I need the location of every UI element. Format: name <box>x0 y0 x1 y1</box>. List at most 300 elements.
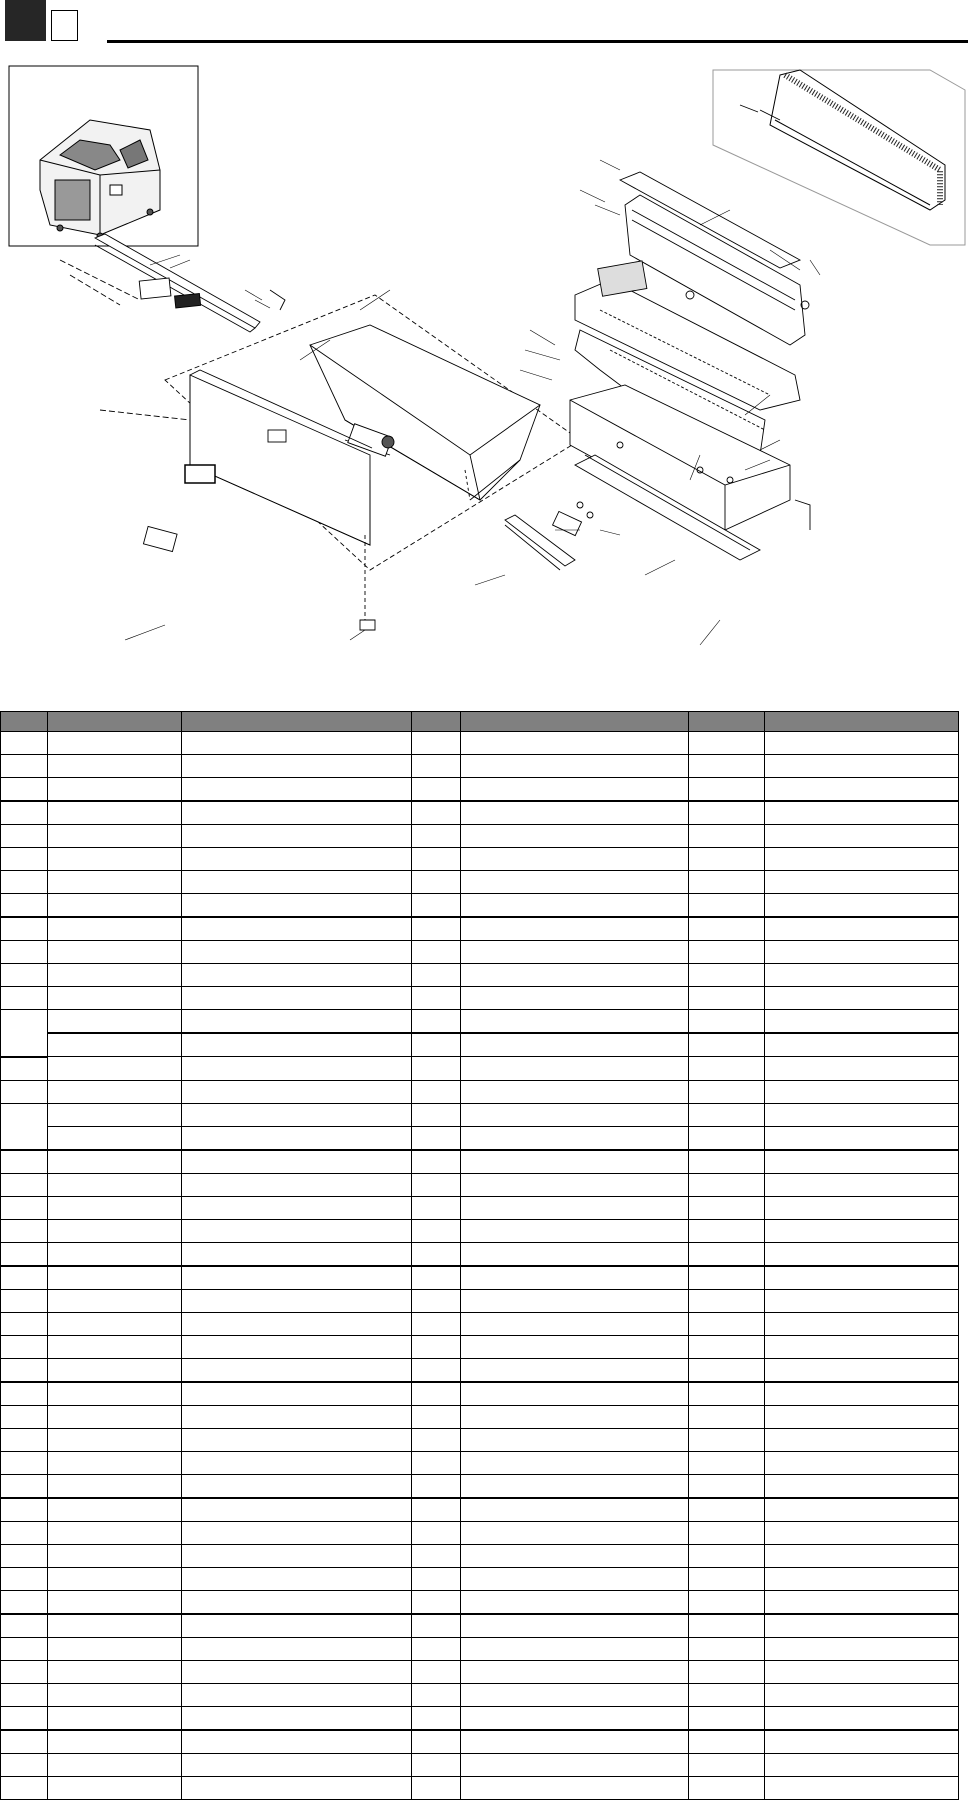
table-row <box>1 1498 959 1522</box>
table-cell <box>182 1150 412 1174</box>
table-cell <box>48 1335 182 1358</box>
table-cell <box>765 1590 959 1614</box>
table-cell <box>765 1173 959 1196</box>
table-cell <box>182 871 412 894</box>
table-cell <box>765 1474 959 1498</box>
table-cell <box>461 1567 689 1590</box>
table-cell <box>689 987 765 1010</box>
table-cell <box>461 1706 689 1730</box>
table-cell <box>765 1428 959 1451</box>
table-cell <box>48 1080 182 1103</box>
table-cell <box>412 1428 461 1451</box>
exploded-parts-diagram <box>0 60 968 710</box>
table-cell <box>765 941 959 964</box>
table-cell <box>182 1126 412 1150</box>
table-cell <box>689 1753 765 1776</box>
table-cell <box>765 1544 959 1567</box>
table-cell <box>48 1358 182 1382</box>
table-cell <box>689 825 765 848</box>
table-cell <box>412 1544 461 1567</box>
table-cell <box>182 1614 412 1638</box>
table-cell <box>1 1358 48 1382</box>
table-cell <box>689 1590 765 1614</box>
table-cell <box>765 1080 959 1103</box>
table-row <box>1 1474 959 1498</box>
table-row <box>1 1660 959 1683</box>
table-cell <box>412 848 461 871</box>
table-row <box>1 1057 959 1081</box>
table-cell <box>412 1521 461 1544</box>
table-cell <box>1 1405 48 1428</box>
table-cell <box>48 1405 182 1428</box>
table-cell <box>689 1335 765 1358</box>
table-row <box>1 1637 959 1660</box>
table-cell <box>689 941 765 964</box>
table-cell <box>48 1428 182 1451</box>
table-cell <box>412 1498 461 1522</box>
table-cell <box>461 1614 689 1638</box>
table-cell <box>1 1428 48 1451</box>
table-cell <box>689 1126 765 1150</box>
table-cell <box>765 1382 959 1406</box>
table-cell <box>765 1660 959 1683</box>
table-cell <box>412 1474 461 1498</box>
col-header-3 <box>182 712 412 732</box>
table-row <box>1 941 959 964</box>
table-cell <box>182 941 412 964</box>
table-cell <box>461 1033 689 1057</box>
table-cell <box>182 1335 412 1358</box>
table-cell <box>765 1776 959 1799</box>
table-cell <box>765 1567 959 1590</box>
table-cell <box>461 778 689 802</box>
table-cell <box>182 1080 412 1103</box>
table-cell <box>765 825 959 848</box>
table-cell <box>412 1683 461 1706</box>
table-row <box>1 848 959 871</box>
table-cell <box>412 1614 461 1638</box>
table-cell <box>689 871 765 894</box>
table-cell <box>1 801 48 825</box>
table-cell <box>412 1776 461 1799</box>
table-cell <box>1 1196 48 1219</box>
table-cell <box>461 1358 689 1382</box>
left-rail <box>60 234 285 332</box>
table-cell <box>48 1498 182 1522</box>
table-cell <box>412 1219 461 1242</box>
table-cell <box>461 1173 689 1196</box>
table-cell <box>412 1753 461 1776</box>
table-cell <box>182 1637 412 1660</box>
table-cell <box>1 1010 48 1057</box>
table-cell <box>765 1103 959 1126</box>
table-cell <box>461 1428 689 1451</box>
table-cell <box>461 1660 689 1683</box>
table-cell <box>182 1521 412 1544</box>
table-cell <box>461 1196 689 1219</box>
table-cell <box>48 1150 182 1174</box>
table-cell <box>1 1614 48 1638</box>
table-cell <box>765 1219 959 1242</box>
table-cell <box>1 1590 48 1614</box>
table-cell <box>412 801 461 825</box>
table-row <box>1 1590 959 1614</box>
table-cell <box>48 1103 182 1126</box>
table-row <box>1 871 959 894</box>
table-cell <box>1 755 48 778</box>
table-cell <box>1 1335 48 1358</box>
table-cell <box>182 1451 412 1474</box>
table-row <box>1 1242 959 1266</box>
table-cell <box>48 894 182 918</box>
table-cell <box>1 1266 48 1290</box>
table-cell <box>182 1706 412 1730</box>
table-cell <box>689 1080 765 1103</box>
table-row <box>1 1753 959 1776</box>
table-row <box>1 1683 959 1706</box>
table-cell <box>182 732 412 755</box>
table-row <box>1 1312 959 1335</box>
table-cell <box>48 1614 182 1638</box>
table-cell <box>48 1289 182 1312</box>
table-cell <box>461 871 689 894</box>
table-cell <box>461 1010 689 1034</box>
table-cell <box>1 1660 48 1683</box>
table-cell <box>412 941 461 964</box>
table-cell <box>48 1219 182 1242</box>
table-cell <box>461 1080 689 1103</box>
table-cell <box>1 1474 48 1498</box>
table-cell <box>48 1776 182 1799</box>
table-cell <box>461 1730 689 1754</box>
table-cell <box>1 1683 48 1706</box>
table-cell <box>1 987 48 1010</box>
table-cell <box>412 1196 461 1219</box>
table-cell <box>412 1242 461 1266</box>
front-panel <box>100 370 372 552</box>
table-cell <box>48 987 182 1010</box>
table-cell <box>1 1242 48 1266</box>
table-cell <box>48 1451 182 1474</box>
table-cell <box>689 1010 765 1034</box>
table-cell <box>48 825 182 848</box>
table-cell <box>765 1335 959 1358</box>
table-cell <box>412 1057 461 1081</box>
table-row <box>1 1289 959 1312</box>
table-cell <box>1 1498 48 1522</box>
table-cell <box>765 1405 959 1428</box>
table-cell <box>48 1033 182 1057</box>
table-cell <box>461 848 689 871</box>
table-cell <box>412 1126 461 1150</box>
header-rule <box>107 40 968 43</box>
table-row <box>1 732 959 755</box>
table-cell <box>412 964 461 987</box>
table-cell <box>48 1312 182 1335</box>
table-cell <box>48 1637 182 1660</box>
table-cell <box>48 1474 182 1498</box>
table-cell <box>765 1498 959 1522</box>
table-cell <box>182 1289 412 1312</box>
table-cell <box>461 1753 689 1776</box>
table-cell <box>182 1057 412 1081</box>
table-cell <box>1 1057 48 1081</box>
table-cell <box>689 1173 765 1196</box>
table-cell <box>48 871 182 894</box>
table-cell <box>48 964 182 987</box>
table-row <box>1 1196 959 1219</box>
table-cell <box>765 1010 959 1034</box>
table-cell <box>689 1382 765 1406</box>
table-cell <box>182 1103 412 1126</box>
table-cell <box>48 1010 182 1034</box>
table-cell <box>412 1103 461 1126</box>
table-cell <box>412 917 461 941</box>
table-cell <box>461 1776 689 1799</box>
table-cell <box>689 1405 765 1428</box>
table-cell <box>1 778 48 802</box>
table-row <box>1 1126 959 1150</box>
table-cell <box>1 825 48 848</box>
table-cell <box>412 871 461 894</box>
table-cell <box>182 1776 412 1799</box>
table-cell <box>461 1312 689 1335</box>
table-cell <box>689 1521 765 1544</box>
table-row <box>1 1219 959 1242</box>
table-cell <box>182 801 412 825</box>
table-cell <box>1 1706 48 1730</box>
table-row <box>1 801 959 825</box>
table-cell <box>765 1637 959 1660</box>
table-cell <box>461 1451 689 1474</box>
table-cell <box>182 1405 412 1428</box>
table-cell <box>48 1266 182 1290</box>
table-cell <box>765 1451 959 1474</box>
table-cell <box>1 1103 48 1150</box>
table-cell <box>182 1660 412 1683</box>
table-cell <box>689 801 765 825</box>
table-cell <box>461 987 689 1010</box>
table-cell <box>461 1683 689 1706</box>
table-row <box>1 1033 959 1057</box>
table-cell <box>461 1544 689 1567</box>
table-cell <box>48 1126 182 1150</box>
table-cell <box>689 1103 765 1126</box>
table-cell <box>182 1010 412 1034</box>
table-row <box>1 964 959 987</box>
table-cell <box>48 755 182 778</box>
table-cell <box>689 1242 765 1266</box>
table-cell <box>765 871 959 894</box>
table-cell <box>412 825 461 848</box>
table-cell <box>461 1266 689 1290</box>
table-cell <box>689 1057 765 1081</box>
table-cell <box>1 894 48 918</box>
table-cell <box>461 1103 689 1126</box>
table-row <box>1 917 959 941</box>
table-cell <box>48 1660 182 1683</box>
table-cell <box>689 1289 765 1312</box>
table-cell <box>689 1474 765 1498</box>
table-cell <box>1 732 48 755</box>
table-row <box>1 1335 959 1358</box>
table-cell <box>182 1567 412 1590</box>
table-cell <box>765 964 959 987</box>
table-cell <box>412 1033 461 1057</box>
table-row <box>1 987 959 1010</box>
table-cell <box>1 1173 48 1196</box>
table-cell <box>182 1498 412 1522</box>
table-cell <box>48 1590 182 1614</box>
table-cell <box>461 1637 689 1660</box>
table-cell <box>1 1753 48 1776</box>
table-cell <box>689 1312 765 1335</box>
table-cell <box>689 1219 765 1242</box>
table-cell <box>182 894 412 918</box>
table-cell <box>461 1126 689 1150</box>
table-cell <box>765 1730 959 1754</box>
table-cell <box>765 1683 959 1706</box>
table-cell <box>1 1289 48 1312</box>
table-row <box>1 894 959 918</box>
table-cell <box>689 1266 765 1290</box>
table-cell <box>48 1730 182 1754</box>
table-cell <box>182 825 412 848</box>
table-cell <box>765 848 959 871</box>
table-row <box>1 1614 959 1638</box>
comb-guide-inset <box>713 70 965 245</box>
table-cell <box>765 1150 959 1174</box>
table-cell <box>765 1753 959 1776</box>
machine-overview-inset <box>9 66 198 246</box>
table-cell <box>182 1033 412 1057</box>
table-cell <box>412 1080 461 1103</box>
table-cell <box>412 732 461 755</box>
table-cell <box>765 755 959 778</box>
table-cell <box>48 917 182 941</box>
table-cell <box>689 1033 765 1057</box>
table-cell <box>461 1521 689 1544</box>
col-header-2 <box>48 712 182 732</box>
table-cell <box>412 1660 461 1683</box>
table-cell <box>689 1637 765 1660</box>
table-cell <box>412 1335 461 1358</box>
table-cell <box>412 1706 461 1730</box>
table-cell <box>48 1173 182 1196</box>
table-cell <box>461 825 689 848</box>
table-cell <box>765 1126 959 1150</box>
table-cell <box>48 732 182 755</box>
table-cell <box>412 1382 461 1406</box>
table-cell <box>461 894 689 918</box>
table-cell <box>461 1057 689 1081</box>
table-cell <box>1 1451 48 1474</box>
table-cell <box>1 871 48 894</box>
table-cell <box>412 1173 461 1196</box>
table-cell <box>689 848 765 871</box>
table-cell <box>182 1242 412 1266</box>
table-cell <box>461 1382 689 1406</box>
table-cell <box>689 1567 765 1590</box>
table-cell <box>765 1266 959 1290</box>
table-cell <box>461 1150 689 1174</box>
table-cell <box>1 917 48 941</box>
table-cell <box>412 1730 461 1754</box>
table-row <box>1 1521 959 1544</box>
table-cell <box>412 755 461 778</box>
table-cell <box>689 1451 765 1474</box>
table-cell <box>689 1544 765 1567</box>
table-cell <box>182 1382 412 1406</box>
table-cell <box>48 1521 182 1544</box>
table-cell <box>1 1567 48 1590</box>
col-header-5 <box>461 712 689 732</box>
table-row <box>1 1544 959 1567</box>
table-cell <box>1 1219 48 1242</box>
table-cell <box>182 1753 412 1776</box>
table-cell <box>182 755 412 778</box>
table-cell <box>765 801 959 825</box>
table-cell <box>461 964 689 987</box>
table-cell <box>182 848 412 871</box>
table-cell <box>689 1196 765 1219</box>
table-cell <box>689 1730 765 1754</box>
table-cell <box>48 1683 182 1706</box>
table-cell <box>48 941 182 964</box>
table-cell <box>48 1382 182 1406</box>
table-row <box>1 778 959 802</box>
table-cell <box>765 1289 959 1312</box>
table-row <box>1 1451 959 1474</box>
table-cell <box>412 1010 461 1034</box>
table-cell <box>461 1474 689 1498</box>
table-cell <box>412 1451 461 1474</box>
table-cell <box>48 848 182 871</box>
table-cell <box>461 917 689 941</box>
table-cell <box>765 1706 959 1730</box>
table-cell <box>765 1196 959 1219</box>
table-cell <box>765 917 959 941</box>
table-cell <box>689 732 765 755</box>
table-cell <box>461 1335 689 1358</box>
table-cell <box>1 1521 48 1544</box>
table-cell <box>689 917 765 941</box>
table-row <box>1 1730 959 1754</box>
table-cell <box>182 1683 412 1706</box>
table-cell <box>461 1590 689 1614</box>
table-cell <box>182 1196 412 1219</box>
table-row <box>1 1358 959 1382</box>
table-cell <box>689 1614 765 1638</box>
table-row <box>1 1010 959 1034</box>
table-cell <box>689 1358 765 1382</box>
table-cell <box>765 894 959 918</box>
table-cell <box>689 1706 765 1730</box>
table-cell <box>48 1057 182 1081</box>
table-cell <box>461 755 689 778</box>
table-cell <box>461 941 689 964</box>
table-row <box>1 1266 959 1290</box>
table-cell <box>1 941 48 964</box>
table-cell <box>689 1660 765 1683</box>
table-cell <box>461 732 689 755</box>
table-cell <box>1 1544 48 1567</box>
table-cell <box>182 1474 412 1498</box>
table-row <box>1 1150 959 1174</box>
table-cell <box>48 1706 182 1730</box>
table-cell <box>765 778 959 802</box>
table-cell <box>182 1173 412 1196</box>
